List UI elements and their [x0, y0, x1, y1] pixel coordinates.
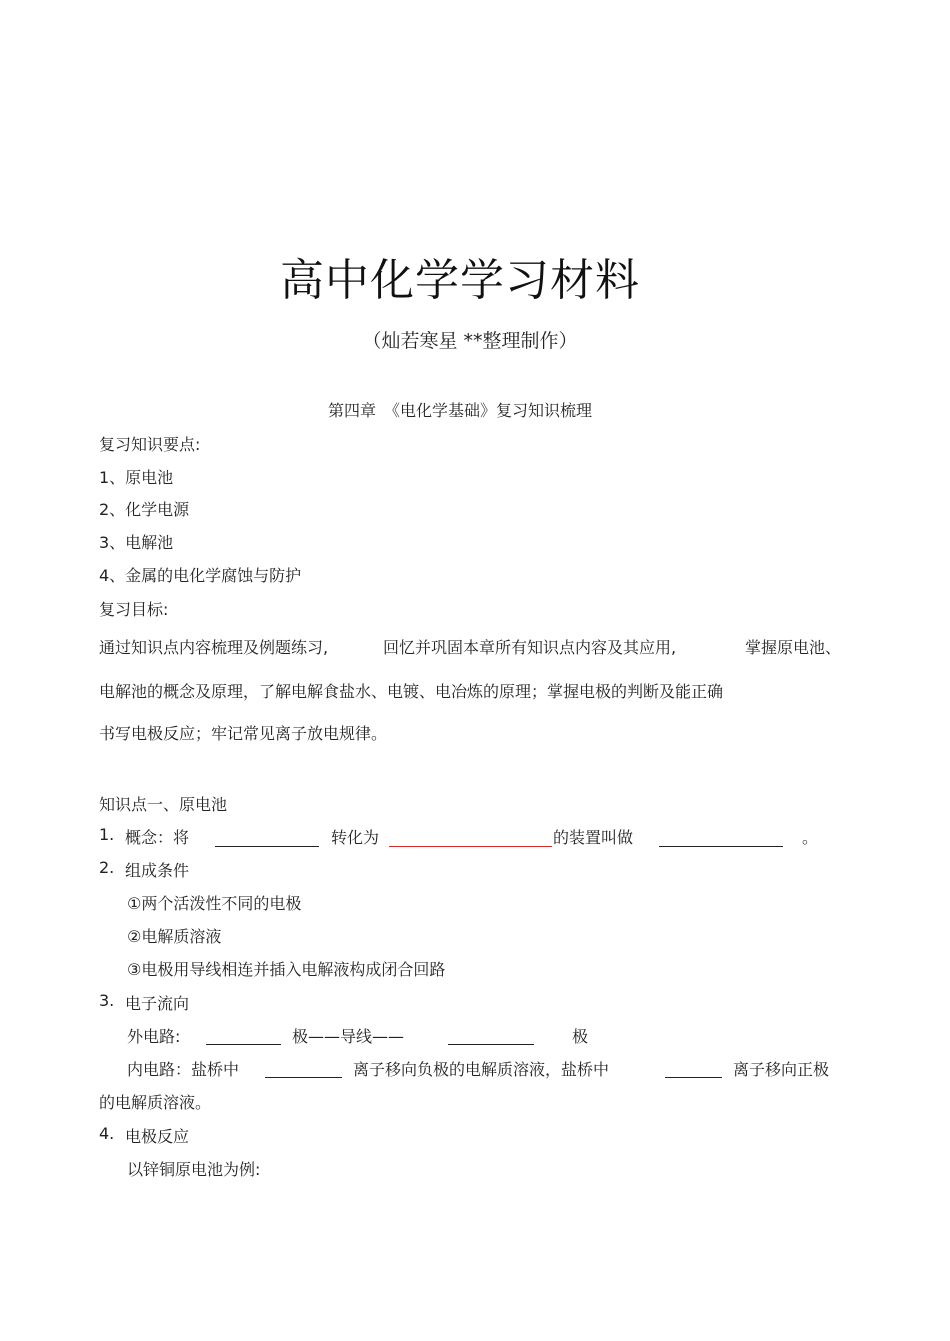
- fill-blank-energy-from: [215, 830, 319, 847]
- item-2-label: 组成条件: [125, 861, 190, 880]
- document-title: 高中化学学习材料: [280, 255, 640, 306]
- inner-circuit-continued: 的电解质溶液。: [99, 1093, 212, 1112]
- item-1-text-a: 概念：将: [125, 828, 190, 847]
- inner-circuit-end: 离子移向正极: [733, 1060, 830, 1079]
- goals-label: 复习目标:: [99, 600, 169, 619]
- fill-blank-device-name: [659, 830, 783, 847]
- item-4-number: 4.: [99, 1124, 115, 1143]
- fill-blank-inner-ion-1: [265, 1061, 342, 1078]
- fill-blank-outer-end: [448, 1028, 534, 1045]
- item-1-text-c: 的装置叫做: [553, 828, 634, 847]
- goals-line-1c: 掌握原电池、: [745, 638, 842, 657]
- item-1-period: 。: [802, 828, 819, 847]
- item-2-number: 2.: [99, 858, 115, 877]
- outer-circuit-end: 极: [572, 1027, 589, 1046]
- condition-1: ①两个活泼性不同的电极: [127, 894, 302, 913]
- goals-line-3: 书写电极反应；牢记常见离子放电规律。: [99, 724, 388, 743]
- review-point-3: 3、电解池: [99, 533, 174, 552]
- item-4-label: 电极反应: [125, 1127, 190, 1146]
- fill-blank-outer-start: [206, 1028, 281, 1045]
- review-point-4: 4、金属的电化学腐蚀与防护: [99, 566, 302, 585]
- item-3-label: 电子流向: [125, 994, 190, 1013]
- goals-line-2: 电解池的概念及原理，了解电解食盐水、电镀、电冶炼的原理；掌握电极的判断及能正确: [99, 682, 724, 701]
- item-4-example: 以锌铜原电池为例:: [127, 1160, 261, 1179]
- item-3-number: 3.: [99, 991, 115, 1010]
- review-point-1: 1、原电池: [99, 468, 174, 487]
- fill-blank-energy-to: [389, 830, 552, 847]
- review-point-2: 2、化学电源: [99, 500, 190, 519]
- section-1-title: 知识点一、原电池: [99, 795, 228, 814]
- inner-circuit-mid: 离子移向负极的电解质溶液，盐桥中: [353, 1060, 610, 1079]
- item-1-number: 1.: [99, 825, 115, 844]
- outer-circuit-label: 外电路:: [127, 1027, 181, 1046]
- chapter-heading: 第四章 《电化学基础》复习知识梳理: [327, 401, 592, 420]
- goals-line-1a: 通过知识点内容梳理及例题练习,: [99, 638, 329, 657]
- document-subtitle: （灿若寒星 **整理制作）: [362, 330, 578, 352]
- item-1-text-b: 转化为: [331, 828, 380, 847]
- condition-2: ②电解质溶液: [127, 927, 222, 946]
- outer-circuit-mid: 极——导线——: [292, 1027, 405, 1046]
- fill-blank-inner-ion-2: [665, 1061, 722, 1078]
- review-points-label: 复习知识要点:: [99, 435, 201, 454]
- goals-line-1b: 回忆并巩固本章所有知识点内容及其应用,: [383, 638, 677, 657]
- inner-circuit-label: 内电路：盐桥中: [127, 1060, 240, 1079]
- condition-3: ③电极用导线相连并插入电解液构成闭合回路: [127, 960, 446, 979]
